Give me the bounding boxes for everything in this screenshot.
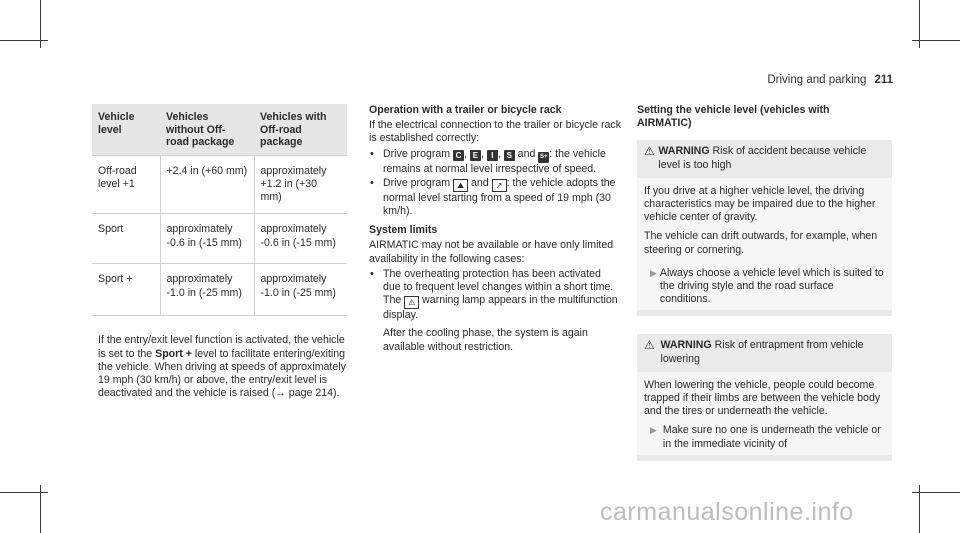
text: and: [514, 147, 539, 160]
warning-box: [637, 140, 892, 316]
section-heading: Operation with a trailer or bicycle rack: [369, 104, 562, 116]
arrow-icon: →: [275, 387, 286, 400]
table-header-row: [92, 104, 347, 155]
instruction-step: [644, 424, 885, 450]
text: Drive program: [383, 176, 454, 189]
table-cell: Sport +: [92, 264, 160, 316]
text: Drive program: [383, 147, 454, 160]
bullet-icon: •: [370, 147, 374, 160]
section-title: Driving and parking: [767, 74, 867, 86]
table-row: [92, 155, 347, 214]
drive-program-c-icon: C: [453, 150, 464, 161]
bullet-icon: •: [370, 267, 374, 280]
warning-title-text: Risk of accident because vehicle level is too high: [658, 145, 867, 171]
step-arrow-icon: ▶: [650, 425, 657, 436]
warning-heading: [660, 339, 885, 365]
warning-icon: ⚠: [644, 338, 655, 353]
list-item: [369, 268, 621, 354]
warning-title: [644, 339, 885, 365]
drive-program-s-icon: S: [504, 150, 515, 161]
table-cell: approximately -1.0 in (-25 mm): [254, 264, 347, 316]
crop-mark: [0, 40, 48, 41]
table-row: [92, 264, 347, 316]
paragraph: If the electrical connection to the trailer or bicycle rack is established correctly:: [369, 119, 622, 145]
table-row: [92, 214, 347, 264]
bold-text: Sport +: [155, 347, 192, 360]
entry-exit-paragraph: [98, 334, 348, 400]
crop-mark: [0, 492, 48, 493]
page-reference-link[interactable]: page 214).: [285, 387, 340, 400]
paragraph: After the cooling phase, the system is again available without restriction.: [383, 327, 588, 353]
instruction-step: [644, 267, 885, 307]
middle-column: [369, 104, 621, 355]
warning-label: WARNING: [660, 339, 712, 352]
drive-program-e-icon: E: [470, 150, 481, 161]
warning-label: WARNING: [658, 145, 710, 158]
offroad-program-icon: ⛰: [453, 179, 468, 192]
warning-lamp-icon: ⚠: [404, 296, 419, 309]
text: The overheating protection has been activated due to frequent level changes within a short time. The: [383, 267, 614, 307]
list-item: [369, 177, 621, 218]
vehicle-level-table: [92, 104, 347, 316]
warning-body: [637, 178, 892, 311]
warning-icon: ⚠: [644, 144, 655, 159]
paragraph: The vehicle can drift outwards, for example, when steering or cornering.: [644, 230, 878, 256]
text: warning lamp appears in the multifunction display.: [383, 294, 618, 322]
table-cell: approximately -0.6 in (-15 mm): [254, 214, 347, 264]
paragraph: When lowering the vehicle, people could become trapped if their limbs are between the vehicle body and the tires or underneath the vehicle.: [644, 378, 881, 418]
paragraph: If you drive at a higher vehicle level, the driving characteristics may be impaired due to the higher vehicle center of gravity.: [644, 184, 876, 224]
left-column: [92, 104, 354, 400]
right-column: [637, 104, 893, 461]
warning-heading: [658, 145, 885, 171]
table-cell: Off-road level +1: [92, 155, 160, 214]
drive-program-s-plus-icon: S+: [538, 152, 549, 163]
watermark: carmanualsonline.info: [600, 498, 854, 526]
text: : the vehicle adopts the normal level starting from a speed of 19 mph (30 km/h).: [383, 176, 616, 218]
text: and: [468, 176, 492, 189]
text: If the entry/exit level function is activated, the vehicle is set to the: [98, 334, 345, 360]
table-cell: Sport: [92, 214, 160, 264]
paragraph: AIRMATIC may not be available or have only limited availability in the following cases:: [369, 239, 614, 265]
section-heading: Setting the vehicle level (vehicles with AIRMATIC): [637, 104, 830, 130]
text: : the vehicle remains at normal level irrespective of speed.: [383, 147, 606, 175]
warning-title: [644, 145, 885, 171]
table-header: Vehicles without Off-road package: [160, 104, 254, 155]
bullet-list: [369, 268, 621, 354]
section-heading: System limits: [369, 224, 438, 237]
warning-body: [637, 372, 892, 455]
crop-mark: [912, 492, 960, 493]
crop-mark: [912, 40, 960, 41]
step-text: Always choose a vehicle level which is suited to the driving style and the road surface conditions.: [659, 266, 884, 306]
incline-program-icon: ↗: [492, 179, 507, 192]
table-header: Vehicle level: [92, 104, 160, 155]
table-cell: +2.4 in (+60 mm): [160, 155, 254, 214]
table-header: Vehicles with Off-road package: [254, 104, 347, 155]
bullet-list: [369, 148, 621, 219]
list-item: • Drive program C , E , I , S and S+ : the vehicle remains at normal level irrespective of speed.: [370, 147, 606, 175]
page-number: 211: [874, 74, 893, 86]
step-text: Make sure no one is underneath the vehicle or in the immediate vicinity of: [662, 424, 881, 450]
warning-title-text: Risk of entrapment from vehicle lowering: [660, 339, 864, 365]
warning-box: [637, 334, 892, 460]
table-cell: approximately +1.2 in (+30 mm): [254, 155, 347, 214]
table-cell: approximately -0.6 in (-15 mm): [160, 214, 254, 264]
drive-program-i-icon: I: [487, 150, 498, 161]
running-header: [767, 74, 893, 86]
step-arrow-icon: ▶: [650, 267, 657, 278]
table-cell: approximately -1.0 in (-25 mm): [160, 264, 254, 316]
bullet-icon: •: [370, 176, 374, 189]
text: level to facilitate entering/exiting the vehicle. When driving at speeds of approximately 19 mph (30 km/h) or above, the entry/exit level is deactivated and the vehicle is raised (: [98, 347, 346, 400]
